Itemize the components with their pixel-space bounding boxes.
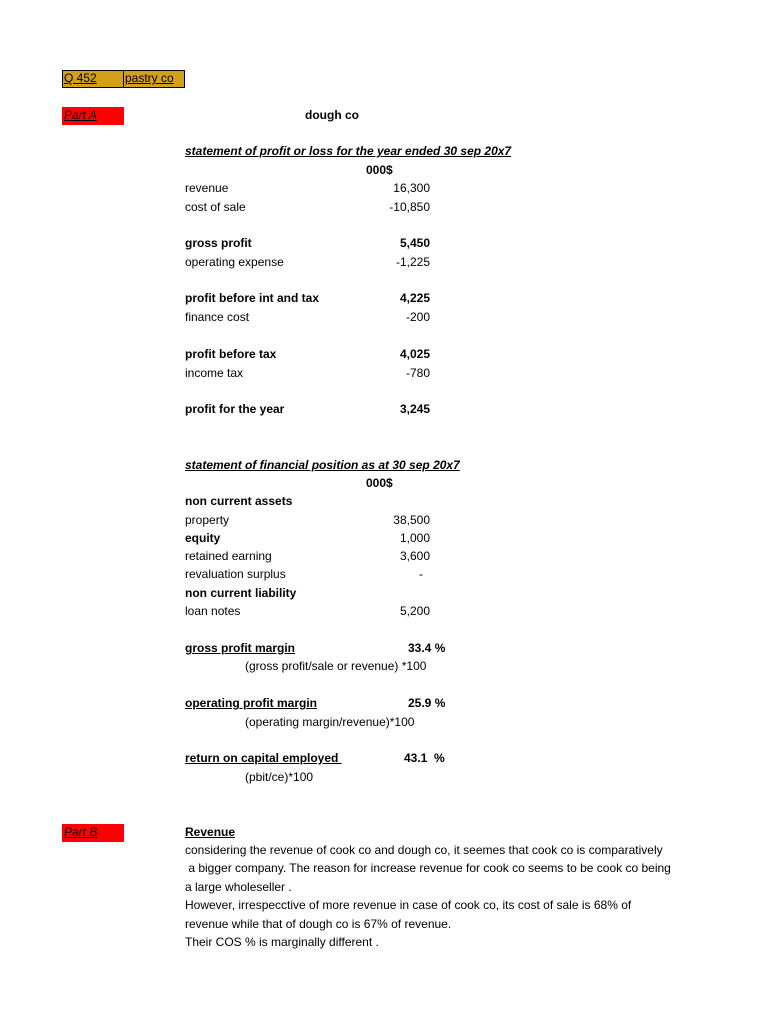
part-b-line: Their COS % is marginally different . <box>185 935 379 950</box>
ratio-value-roce: 43.1 % <box>404 751 445 765</box>
sofp-value-equity: 1,000 <box>399 531 430 545</box>
sofp-value-retained-earning: 3,600 <box>399 549 430 563</box>
sopl-label-finance-cost: finance cost <box>185 310 250 324</box>
question-number: Q 452 <box>64 71 97 85</box>
sopl-value-gross-profit: 5,450 <box>399 236 430 250</box>
sofp-label-equity: equity <box>185 531 221 545</box>
sofp-label-property: property <box>185 513 230 527</box>
part-b-line: considering the revenue of cook co and dough co, it seemes that cook co is comparatively <box>185 843 663 857</box>
sofp-label-non-current-assets: non current assets <box>185 494 293 508</box>
company-name: pastry co <box>125 71 174 85</box>
sopl-value-operating-expense: -1,225 <box>395 255 430 269</box>
subject-company: dough co <box>305 108 359 122</box>
sopl-title: statement of profit or loss for the year ended 30 sep 20x7 <box>185 144 512 158</box>
sofp-unit: 000$ <box>366 476 393 490</box>
sopl-value-profit-for-year: 3,245 <box>399 402 430 416</box>
sofp-label-retained-earning: retained earning <box>185 549 272 563</box>
sofp-label-loan-notes: loan notes <box>185 604 241 618</box>
sopl-label-operating-expense: operating expense <box>185 255 284 269</box>
sopl-label-pbit: profit before int and tax <box>185 291 320 305</box>
sopl-label-gross-profit: gross profit <box>185 236 252 250</box>
part-b-heading: Revenue <box>185 825 236 839</box>
ratio-label-gross-profit-margin: gross profit margin <box>185 641 296 655</box>
ratio-formula-operating-profit-margin: (operating margin/revenue)*100 <box>245 715 415 729</box>
part-b-line: a large wholeseller . <box>185 879 292 894</box>
ratio-label-operating-profit-margin: operating profit margin <box>185 696 317 710</box>
sofp-title: statement of financial position as at 30 sep 20x7 <box>185 458 460 472</box>
part-b-line: a bigger company. The reason for increase revenue for cook co seems to be cook co being <box>185 861 671 876</box>
ratio-value-operating-profit-margin: 25.9 % <box>408 696 446 710</box>
sopl-label-income-tax: income tax <box>185 366 244 380</box>
sopl-value-income-tax: -780 <box>405 366 430 380</box>
part-a-label: Part A <box>64 108 97 122</box>
sopl-value-pbt: 4,025 <box>399 347 430 361</box>
sopl-label-cost-of-sale: cost of sale <box>185 200 246 214</box>
ratio-value-gross-profit-margin: 33.4 % <box>408 641 446 655</box>
ratio-formula-roce: (pbit/ce)*100 <box>245 770 314 784</box>
sopl-label-revenue: revenue <box>185 181 229 195</box>
part-b-line: revenue while that of dough co is 67% of revenue. <box>185 916 452 931</box>
sopl-label-profit-for-year: profit for the year <box>185 402 285 416</box>
sofp-value-property: 38,500 <box>393 513 430 527</box>
sopl-unit: 000$ <box>366 163 393 177</box>
sopl-value-revenue: 16,300 <box>393 181 430 195</box>
part-b-line: However, irrespecctive of more revenue in case of cook co, its cost of sale is 68% of <box>185 898 632 913</box>
sofp-label-non-current-liability: non current liability <box>185 586 297 600</box>
part-b-label: Part B <box>64 825 98 839</box>
ratio-formula-gross-profit-margin: (gross profit/sale or revenue) *100 <box>245 659 427 673</box>
sopl-value-cost-of-sale: -10,850 <box>389 200 430 214</box>
sofp-value-revaluation-surplus: - <box>419 567 423 581</box>
sopl-label-pbt: profit before tax <box>185 347 277 361</box>
sofp-value-loan-notes: 5,200 <box>399 604 430 618</box>
sopl-value-finance-cost: -200 <box>405 310 430 324</box>
ratio-label-roce: return on capital employed <box>185 751 342 765</box>
sofp-label-revaluation-surplus: revaluation surplus <box>185 567 286 581</box>
sopl-value-pbit: 4,225 <box>399 291 430 305</box>
part-b-paragraph <box>185 841 687 951</box>
